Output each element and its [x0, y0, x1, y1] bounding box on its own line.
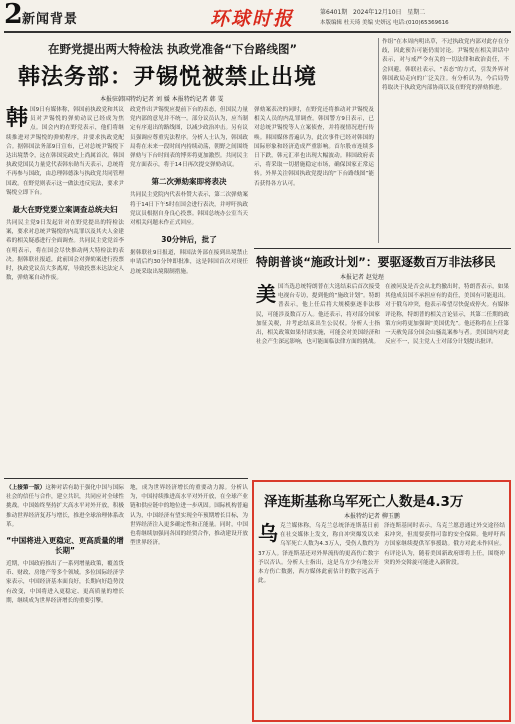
bottom-left-body: 这种对话有助于强化中国与国际社会的信任与合作，建立共识，共同应对全球性挑战。中国始终坚持扩大高水平对外开放，积极推动世界经济复苏与增长，推进全球治理体系改革。: [6, 485, 124, 528]
story2-column-1: [256, 283, 380, 459]
story3-column-2: [384, 522, 505, 714]
bottom-mid-text: 地，成为世界经济增长的重要动力源。分析认为，中国持续推进高水平对外开放，在全球产业链和供应链中的地位进一步巩固。国际机构普遍认为，中国经济有望实现全年预期增长目标，为世界经济注入更多确定性和正能量。同时，中国也将继续加强同各国的经贸合作，推动建设开放型世界经济。: [130, 485, 248, 547]
lead-column-1: [6, 106, 124, 471]
editor-credits: 本版编辑 杜天琦 美编 史妍远 电话:(010)65369616: [320, 20, 449, 26]
story2-col1-text: [256, 283, 380, 347]
story2-col2-text: 在被问及是否会从北约撤出时，特朗普表示，如果其他成员国不承担应有的责任，美国有可能退出。对于俄乌冲突，他表示希望尽快促成停火。有媒体评论称，特朗普的相关言论显示，其第二任期的政策方向将更加强调“美国优先”。他还称将在上任第一天赦免部分国会山骚乱案参与者。美国国内对此反应不一，民主党人士对部分计划提出批评。: [385, 284, 509, 346]
lead-column-2: [130, 106, 248, 471]
page-number: 2: [4, 0, 23, 30]
bottom-left-body-2: 近期，中国政府推出了一系列增量政策，覆盖货币、财政、房地产等多个领域。多位国际经济学家表示，中国经济基本面良好，长期向好趋势没有改变，中国将进入更稳定、更高质量的增长期，继续成为世界经济增长的重要引擎。: [6, 561, 124, 604]
bottom-left-rule: [4, 478, 248, 479]
issue-number: 第6401期: [320, 9, 348, 16]
lead-dropcap: 韩: [6, 106, 29, 131]
column-divider: [378, 38, 379, 243]
bottom-left-text: [6, 484, 124, 530]
issue-date: 2024年12月10日: [353, 9, 402, 16]
lead-col2c-text: 据韩联社9日报道，韩国法务部在接到出境禁止申请后约30分钟即批准，这是韩国首次对现任总统采取出境限制措施。: [130, 250, 248, 275]
story2-top-rule: [254, 248, 511, 249]
lead-col1b-text: 共同民主党9日发起针对在野党提出的特检法案，要求对总统尹锡悦的内乱罪以及其夫人金建希的相关疑惑进行全面调查。共同民主党党首李在明表示，将在国会尽快推动两大特检法的表决。据韩联社报道，此前国会对弹劾案进行投票时，执政党议员大多离席，导致投票未达法定人数，弹劾案自动作废。: [6, 220, 124, 282]
story3-box: [252, 480, 511, 722]
paper-name: 环球时报: [210, 8, 295, 30]
bottom-left-lead: （上接第一版）: [6, 485, 46, 491]
bottom-left-column-2: [130, 484, 248, 718]
side-note: [382, 38, 509, 243]
lead-col3-text: 弹劾案表决的同时，在野党还将推动对尹锡悦及相关人员的内乱罪调查。韩国警方9日表示，已对总统尹锡悦等人立案侦查，并将视情况进行传唤。韩国媒体普遍认为，此次事件已经对韩国的国际形象和经济造成严重影响。首尔股市连续多日下跌，韩元汇率也出现大幅波动。韩国政府表示，将采取一切措施稳定市场，确保国家正常运转。外界关注韩国执政党提出的“下台路线图”能否获得各方认可。: [254, 107, 374, 187]
lead-byline: 本报驻韩国特约记者 刘 媛 本报特约记者 韩 雯: [100, 96, 224, 103]
story3-col1-body: 克兰媒体称，乌克兰总统泽连斯基日前在社交媒体上发文，称自冲突爆发以来乌军死亡人数为4.3万人，受伤人数约为37万人。泽连斯基还对外界流传的更高伤亡数字予以否认。分析人士指出，这是乌方少有地公开本方伤亡数据，西方媒体此前估计的数字远高于此。: [258, 523, 379, 585]
lead-subhead-1: 最大在野党要立案调查总统夫妇: [12, 205, 118, 215]
story2-dropcap: 美: [256, 283, 276, 306]
story3-col1-text: [258, 522, 379, 586]
issue-weekday: 星期二: [407, 9, 426, 16]
story3-dropcap: 乌: [258, 522, 278, 545]
lead-col1-body: 国9日有媒体称，韩国前执政党和其议员对尹锡悦的弹劾动议已经成为焦点。国会内的在野党表示，他们将继续推进对尹锡悦的弹劾程序，并要求执政党配合。据韩国法务部9日宣布，已对总统尹锡悦下达出境禁令，这在韩国宪政史上尚属首次。韩国执政党国民力量党代表韩东勋当天表示，总统将不再参与国政，由总理韩德洙与执政党共同管理国政。在野党则表示这一做法违反宪法，要求尹锡悦立即下台。: [6, 107, 124, 196]
lead-column-3: [254, 106, 374, 244]
story3-col2-text: 泽连斯基同时表示，乌克兰愿意通过外交途径结束冲突，但需要获得可靠的安全保障。他呼吁西方国家继续提供军事援助。俄方对此未作回应。有评论认为，随着美国新政府即将上任，围绕冲突的外交斡旋可能进入新阶段。: [384, 523, 505, 566]
story3-headline: 泽连斯基称乌军死亡人数是4.3万: [264, 494, 464, 510]
bottom-left-column-1: [6, 484, 124, 718]
bottom-left-subhead: “中国将进入更稳定、更高质量的增长期”: [6, 536, 124, 556]
lead-subhead-2: 第二次弹劾案即将表决: [151, 177, 227, 187]
story2-col1-body: 国当选总统特朗普在大选结束后首次接受电视台专访，提到他的“施政计划”。特朗普表示，他上任后将大规模驱逐非法移民，可能涉及数百万人。他还表示，将对部分国家加征关税，并考虑结束出生公民权。分析人士指出，相关政策如果付诸实施，可能会对美国经济和社会产生深远影响，也可能面临法律方面的挑战。: [256, 284, 380, 346]
story3-column-1: [258, 522, 379, 714]
lead-headline: 韩法务部：尹锡悦被禁止出境: [18, 65, 318, 90]
masthead: [0, 0, 515, 34]
story2-column-2: [385, 283, 509, 459]
side-note-text: 作组”在本周内明出草，不过执政党内部对此存在分歧，因此预告可能仍需讨论。尹锡悦在相关讲话中表示，对与戒严令有关的一切法律和政治责任，不会回避。韩联社表示，“表态”的方式，引发外界对韩国政局走向的广泛关注。有分析认为，今后局势将取决于执政党内部协商以及在野党的弹劾推进。: [382, 39, 509, 92]
lead-kicker: 在野党提出两大特检法 执政党准备“下台路线图”: [48, 42, 298, 56]
story3-byline: 本报特约记者 柳玉鹏: [344, 513, 400, 520]
story2-headline: 特朗普谈“施政计划”：要驱逐数百万非法移民: [256, 255, 496, 269]
lead-col2b-text: 共同民主党院内代表朴赞大表示，第二次弹劾案将于14日下午5时在国会进行表决，并呼吁执政党议员根据自身良心投票。韩国总统办公室当天对相关问题未作正式回应。: [130, 192, 248, 227]
issue-line: [320, 7, 425, 16]
story2-byline: 本报记者 赵觉珵: [340, 274, 384, 281]
masthead-rule: [4, 31, 511, 33]
lead-col1-text: [6, 106, 124, 198]
section-title: 新闻背景: [22, 12, 79, 27]
lead-subhead-3: 30分钟后，批了: [161, 235, 217, 245]
lead-col2-text: 政党作出尹锡悦应提前下台的表态，但国民力量党内部的意见并不统一。部分议员认为，应当制定有序退出的路线图，以减少政治冲击。另有议员强调应尊重宪法程序。分析人士认为，韩国政局将在未来一段时间内持续动荡，朝野之间围绕弹劾与下台时间表的博弈将更加激烈。共同民主党方面表示，将于14日再次提交弹劾动议。: [130, 107, 248, 169]
